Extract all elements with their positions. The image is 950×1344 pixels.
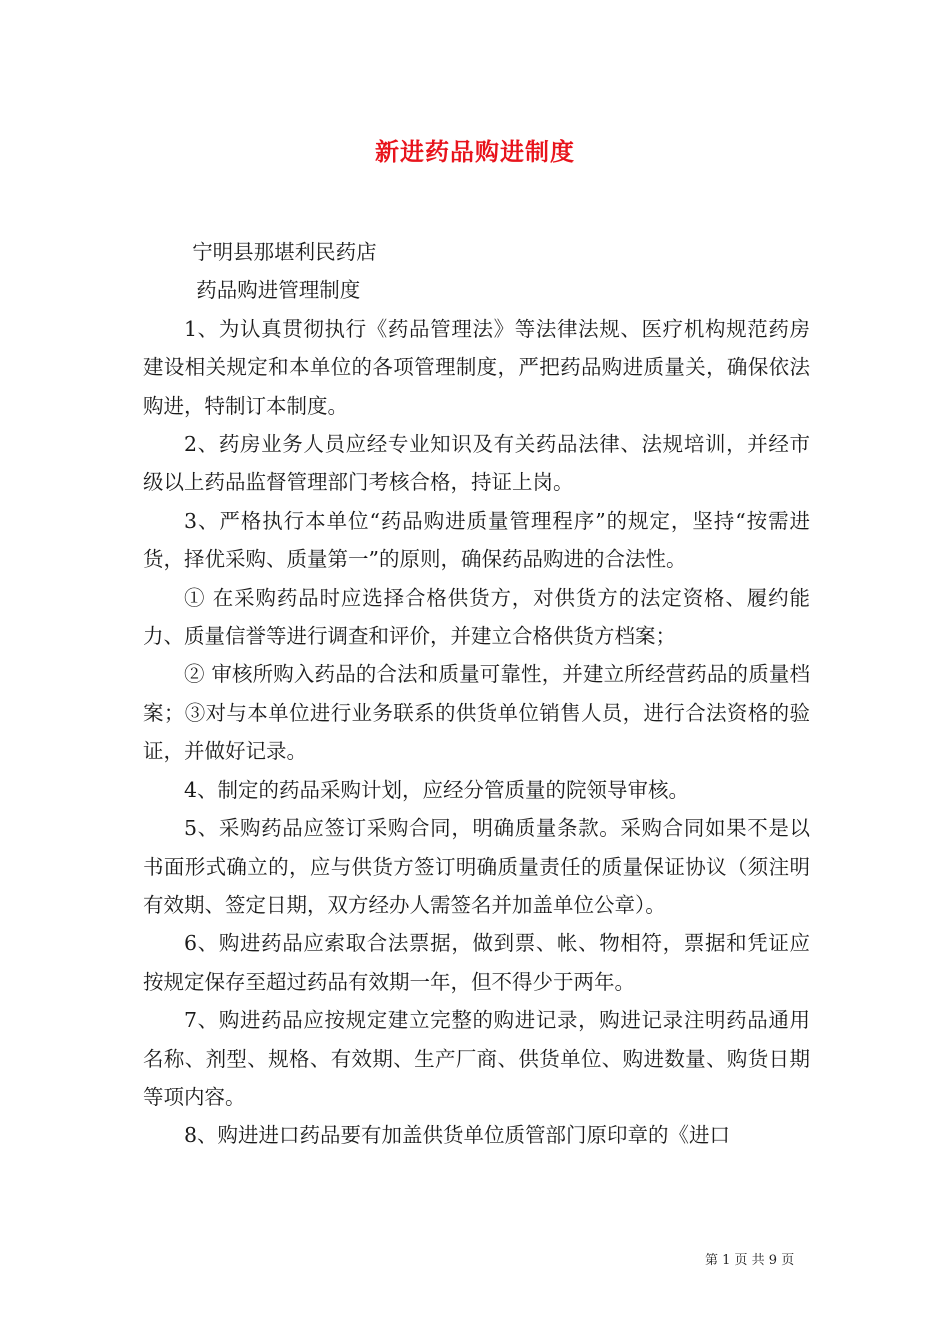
paragraph-store-name: 宁明县那堪利民药店 — [192, 240, 377, 264]
paragraph-5: 5、采购药品应签订采购合同，明确质量条款。采购合同如果不是以书面形式确立的，应与供货方签订明确质量责任的质量保证协议（须注明有效期、签定日期，双方经办人需签名并加盖单位公章）。 — [143, 816, 810, 917]
paragraph-8: 8、购进进口药品要有加盖供货单位质管部门原印章的《进口 — [184, 1123, 731, 1148]
paragraph-3-item-1: ① 在采购药品时应选择合格供货方，对供货方的法定资格、履约能力、质量信誉等进行调查和评价，并建立合格供货方档案； — [143, 585, 810, 649]
paragraph-4: 4、制定的药品采购计划，应经分管质量的院领导审核。 — [184, 777, 690, 802]
paragraph-7: 7、购进药品应按规定建立完整的购进记录，购进记录注明药品通用名称、剂型、规格、有效期、生产厂商、供货单位、购进数量、购货日期等项内容。 — [143, 1008, 810, 1109]
paragraph-1: 1、为认真贯彻执行《药品管理法》等法律法规、医疗机构规范药房建设相关规定和本单位的各项管理制度，严把药品购进质量关，确保依法购进，特制订本制度。 — [143, 316, 810, 418]
page-number: 第 1 页 共 9 页 — [705, 1253, 795, 1268]
page-title: 新进药品购进制度 — [375, 137, 575, 166]
paragraph-6: 6、购进药品应索取合法票据，做到票、帐、物相符，票据和凭证应按规定保存至超过药品有效期一年，但不得少于两年。 — [143, 931, 810, 994]
document-body — [143, 233, 810, 1155]
paragraph-2: 2、药房业务人员应经专业知识及有关药品法律、法规培训，并经市级以上药品监督管理部门考核合格，持证上岗。 — [143, 432, 810, 495]
paragraph-3: 3、严格执行本单位“药品购进质量管理程序”的规定，坚持“按需进货，择优采购、质量第一”的原则，确保药品购进的合法性。 — [143, 508, 810, 572]
paragraph-3-item-2: ② 审核所购入药品的合法和质量可靠性，并建立所经营药品的质量档案；③对与本单位进行业务联系的供货单位销售人员，进行合法资格的验证，并做好记录。 — [143, 662, 810, 764]
paragraph-subtitle: 药品购进管理制度 — [196, 278, 361, 303]
